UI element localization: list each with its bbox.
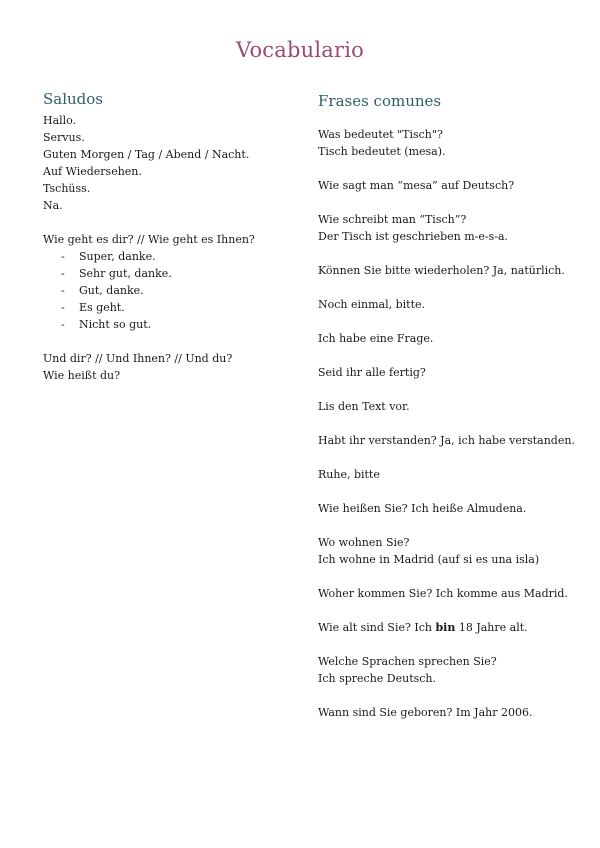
bold-word: bin (435, 621, 456, 634)
phrase-line: Tisch bedeutet (mesa). (318, 145, 446, 158)
phrase-block (318, 126, 578, 160)
dash-marker: - (61, 267, 65, 280)
saludos-section (43, 90, 303, 384)
phrase-line: Ich spreche Deutsch. (318, 672, 437, 685)
frases-section (318, 92, 578, 738)
phrase-line: Wie sagt man “mesa” auf Deutsch? (318, 179, 515, 192)
followup-line: Wie heißt du? (43, 369, 121, 382)
greeting-line: Servus. (43, 131, 85, 144)
answer-list-item: - Nicht so gut. (61, 318, 152, 331)
greeting-line: Guten Morgen / Tag / Abend / Nacht. (43, 148, 250, 161)
phrase-line: Habt ihr verstanden? Ja, ich habe verstanden. (318, 434, 575, 447)
page-title: Vocabulario (236, 38, 364, 62)
dash-marker: - (61, 301, 65, 314)
phrase-line: Ich wohne in Madrid (auf si es una isla) (318, 553, 540, 566)
phrase-line: Noch einmal, bitte. (318, 298, 426, 311)
greeting-line: Tschüss. (43, 182, 91, 195)
dash-marker: - (61, 318, 65, 331)
phrase-line: Wo wohnen Sie? (318, 536, 410, 549)
greeting-line: Na. (43, 199, 63, 212)
phrase-line: Wie alt sind Sie? Ich bin 18 Jahre alt. (318, 621, 528, 634)
phrase-block (318, 653, 578, 687)
dash-marker: - (61, 284, 65, 297)
phrase-line: Können Sie bitte wiederholen? Ja, natürlich. (318, 264, 565, 277)
answer-list-item: - Gut, danke. (61, 284, 144, 297)
frases-heading: Frases comunes (318, 92, 442, 110)
greeting-line: Hallo. (43, 114, 77, 127)
answer-list-item: - Es geht. (61, 301, 125, 314)
phrase-line: Wann sind Sie geboren? Im Jahr 2006. (318, 706, 533, 719)
phrase-block (318, 211, 578, 245)
answer-list-item: - Super, danke. (61, 250, 156, 263)
phrase-line: Der Tisch ist geschrieben m-e-s-a. (318, 230, 509, 243)
how-are-you-question: Wie geht es dir? // Wie geht es Ihnen? (43, 233, 255, 246)
phrase-line: Wie schreibt man “Tisch”? (318, 213, 467, 226)
phrase-line: Ruhe, bitte (318, 468, 380, 481)
phrase-line: Was bedeutet "Tisch"? (318, 128, 443, 141)
phrase-line: Wie heißen Sie? Ich heiße Almudena. (318, 502, 527, 515)
greeting-line: Auf Wiedersehen. (43, 165, 142, 178)
phrase-line: Ich habe eine Frage. (318, 332, 434, 345)
phrase-line: Welche Sprachen sprechen Sie? (318, 655, 497, 668)
saludos-heading: Saludos (43, 90, 104, 108)
followup-line: Und dir? // Und Ihnen? // Und du? (43, 352, 233, 365)
phrase-block (318, 534, 578, 568)
phrase-line: Seid ihr alle fertig? (318, 366, 426, 379)
dash-marker: - (61, 250, 65, 263)
phrase-line: Woher kommen Sie? Ich komme aus Madrid. (318, 587, 568, 600)
answer-list-item: - Sehr gut, danke. (61, 267, 172, 280)
phrase-line: Lis den Text vor. (318, 400, 410, 413)
